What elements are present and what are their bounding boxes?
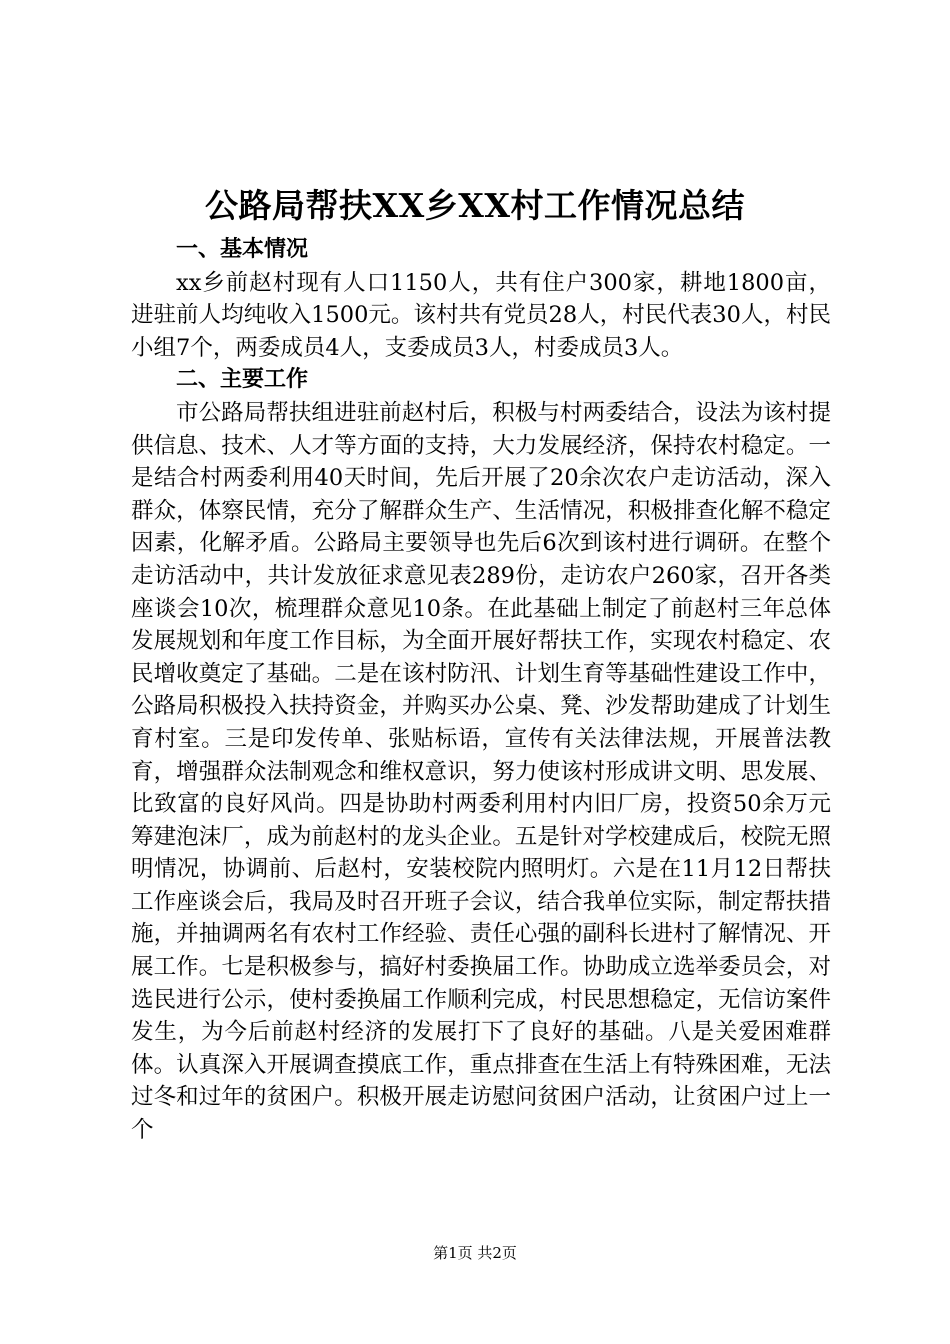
section-basic-info — [131, 234, 831, 364]
document-body — [131, 234, 831, 1147]
section-main-work — [131, 364, 831, 1146]
section-heading: 一、基本情况 — [176, 237, 309, 262]
section-paragraph: xx乡前赵村现有人口1150人，共有住户300家，耕地1800亩，进驻前人均纯收入1500元。该村共有党员28人，村民代表30人，村民小组7个，两委成员4人，支委成员3人，村委成员3人。 — [131, 269, 831, 361]
page-footer: 第1页 共2页 — [433, 1244, 517, 1262]
section-paragraph: 市公路局帮扶组进驻前赵村后，积极与村两委结合，设法为该村提供信息、技术、人才等方面的支持，大力发展经济，保持农村稳定。一是结合村两委利用40天时间，先后开展了20余次农户走访活动，深入群众，体察民情，充分了解群众生产、生活情况，积极排查化解不稳定因素，化解矛盾。公路局主要领导也先后6次到该村进行调研。在整个走访活动中，共计发放征求意见表289份，走访农户260家，召开各类座谈会10次，梳理群众意见10条。在此基础上制定了前赵村三年总体发展规划和年度工作目标，为全面开展好帮扶工作，实现农村稳定、农民增收奠定了基础。二是在该村防汛、计划生育等基础性建设工作中，公路局积极投入扶持资金，并购买办公桌、凳、沙发帮助建成了计划生育村室。三是印发传单、张贴标语，宣传有关法律法规，开展普法教育，增强群众法制观念和维权意识，努力使该村形成讲文明、思发展、比致富的良好风尚。四是协助村两委利用村内旧厂房，投资50余万元筹建泡沫厂，成为前赵村的龙头企业。五是针对学校建成后，校院无照明情况，协调前、后赵村，安装校院内照明灯。六是在11月12日帮扶工作座谈会后，我局及时召开班子会议，结合我单位实际，制定帮扶措施，并抽调两名有农村工作经验、责任心强的副科长进村了解情况、开展工作。七是积极参与，搞好村委换届工作。协助成立选举委员会，对选民进行公示，使村委换届工作顺利完成，村民思想稳定，无信访案件发生，为今后前赵村经济的发展打下了良好的基础。八是关爱困难群体。认真深入开展调查摸底工作，重点排查在生活上有特殊困难，无法过冬和过年的贫困户。积极开展走访慰问贫困户活动，让贫困户过上一个 — [131, 399, 831, 1144]
section-heading: 二、主要工作 — [176, 367, 309, 393]
page-title: 公路局帮扶XX乡XX村工作情况总结 — [205, 186, 745, 225]
